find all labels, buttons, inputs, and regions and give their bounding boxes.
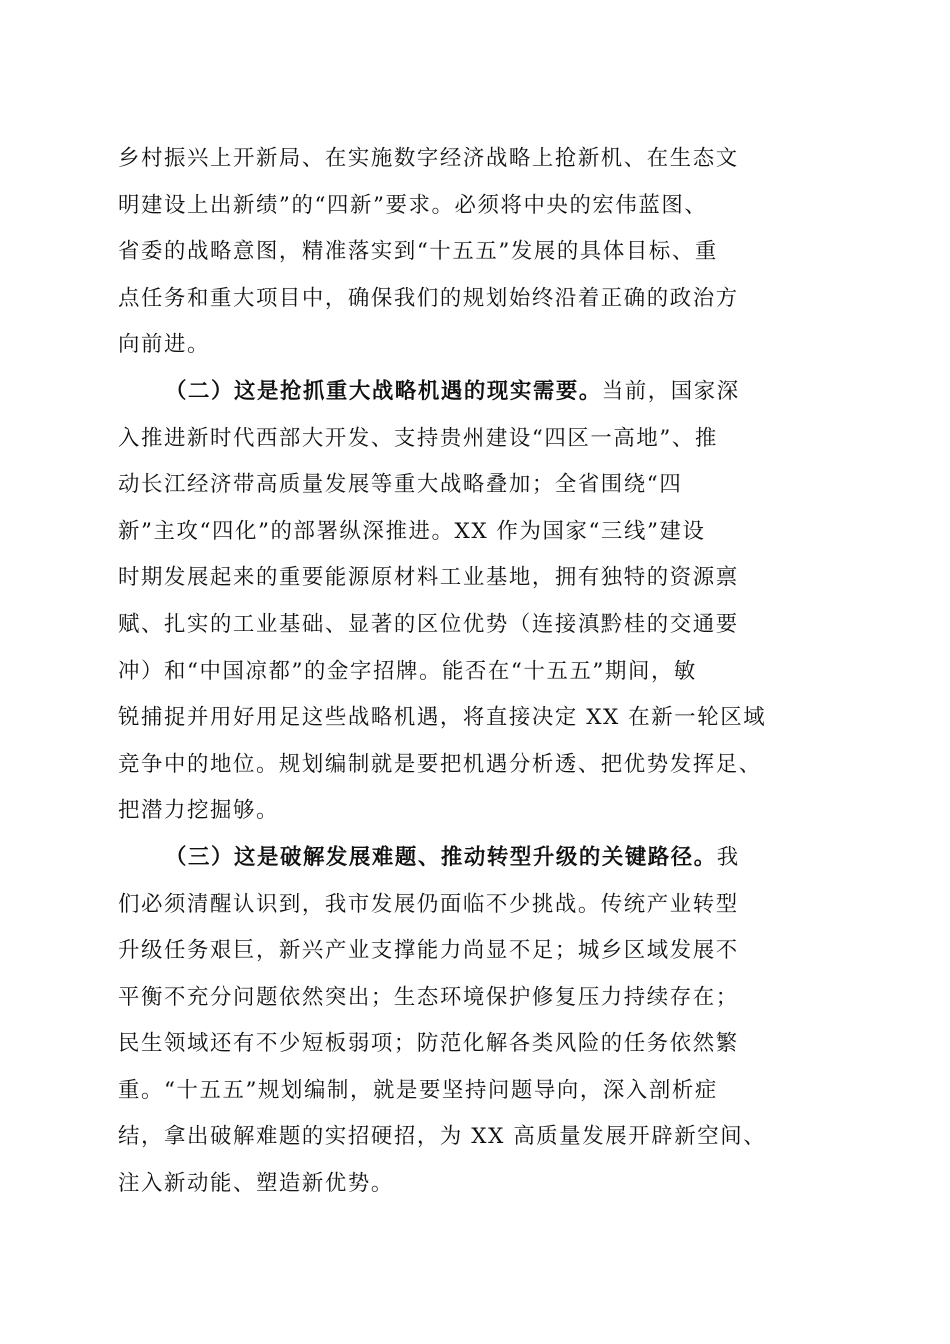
text-fragment: 当前，国家深 <box>601 378 740 404</box>
section-heading-2: （二）这是抢抓重大战略机遇的现实需要。 <box>165 378 602 404</box>
text-line: 平衡不充分问题依然突出；生态环境保护修复压力持续存在； <box>118 984 739 1010</box>
text-line: 注入新动能、塑造新优势。 <box>118 1171 394 1197</box>
text-line: 新”主攻“四化”的部署纵深推进。XX 作为国家“三线”建设 <box>118 518 706 544</box>
text-line: 省委的战略意图，精准落实到“十五五”发展的具体目标、重 <box>118 239 718 265</box>
text-line: 动长江经济带高质量发展等重大战略叠加；全省围绕“四 <box>118 472 683 498</box>
paragraph-1 <box>118 136 834 369</box>
text-line: 结，拿出破解难题的实招硬招，为 XX 高质量发展开辟新空间、 <box>118 1124 767 1150</box>
text-line: 锐捕捉并用好用足这些战略机遇，将直接决定 XX 在新一轮区域 <box>118 705 767 731</box>
text-line: 冲）和“中国凉都”的金字招牌。能否在“十五五”期间，敏 <box>118 658 697 684</box>
text-line: 乡村振兴上开新局、在实施数字经济战略上抢新机、在生态文 <box>118 146 739 171</box>
text-fragment: 我 <box>716 844 740 870</box>
text-line: 竞争中的地位。规划编制就是要把机遇分析透、把优势发挥足、 <box>118 751 762 777</box>
paragraph-first-line <box>118 835 834 882</box>
text-line: 升级任务艰巨，新兴产业支撑能力尚显不足；城乡区域发展不 <box>118 938 739 964</box>
text-line: 点任务和重大项目中，确保我们的规划始终沿着正确的政治方 <box>118 285 739 311</box>
text-line: 赋、扎实的工业基础、显著的区位优势（连接滇黔桂的交通要 <box>118 611 739 637</box>
text-line: 时期发展起来的重要能源原材料工业基地，拥有独特的资源禀 <box>118 565 739 591</box>
text-line: 向前进。 <box>118 332 210 358</box>
text-line: 入推进新时代西部大开发、支持贵州建设“四区一高地”、推 <box>118 425 718 451</box>
paragraph-3 <box>118 835 834 1208</box>
text-line: 把潜力挖掘够。 <box>118 798 279 824</box>
text-line: 民生领域还有不少短板弱项；防范化解各类风险的任务依然繁 <box>118 1031 739 1057</box>
text-line: 重。“十五五”规划编制，就是要坚持问题导向，深入剖析症 <box>118 1077 718 1103</box>
document-body <box>118 136 834 1208</box>
text-line: 明建设上出新绩”的“四新”要求。必须将中央的宏伟蓝图、 <box>118 192 708 218</box>
paragraph-2 <box>118 369 834 835</box>
paragraph-first-line <box>118 369 834 416</box>
section-heading-3: （三）这是破解发展难题、推动转型升级的关键路径。 <box>165 844 717 870</box>
text-line: 们必须清醒认识到，我市发展仍面临不少挑战。传统产业转型 <box>118 891 739 917</box>
